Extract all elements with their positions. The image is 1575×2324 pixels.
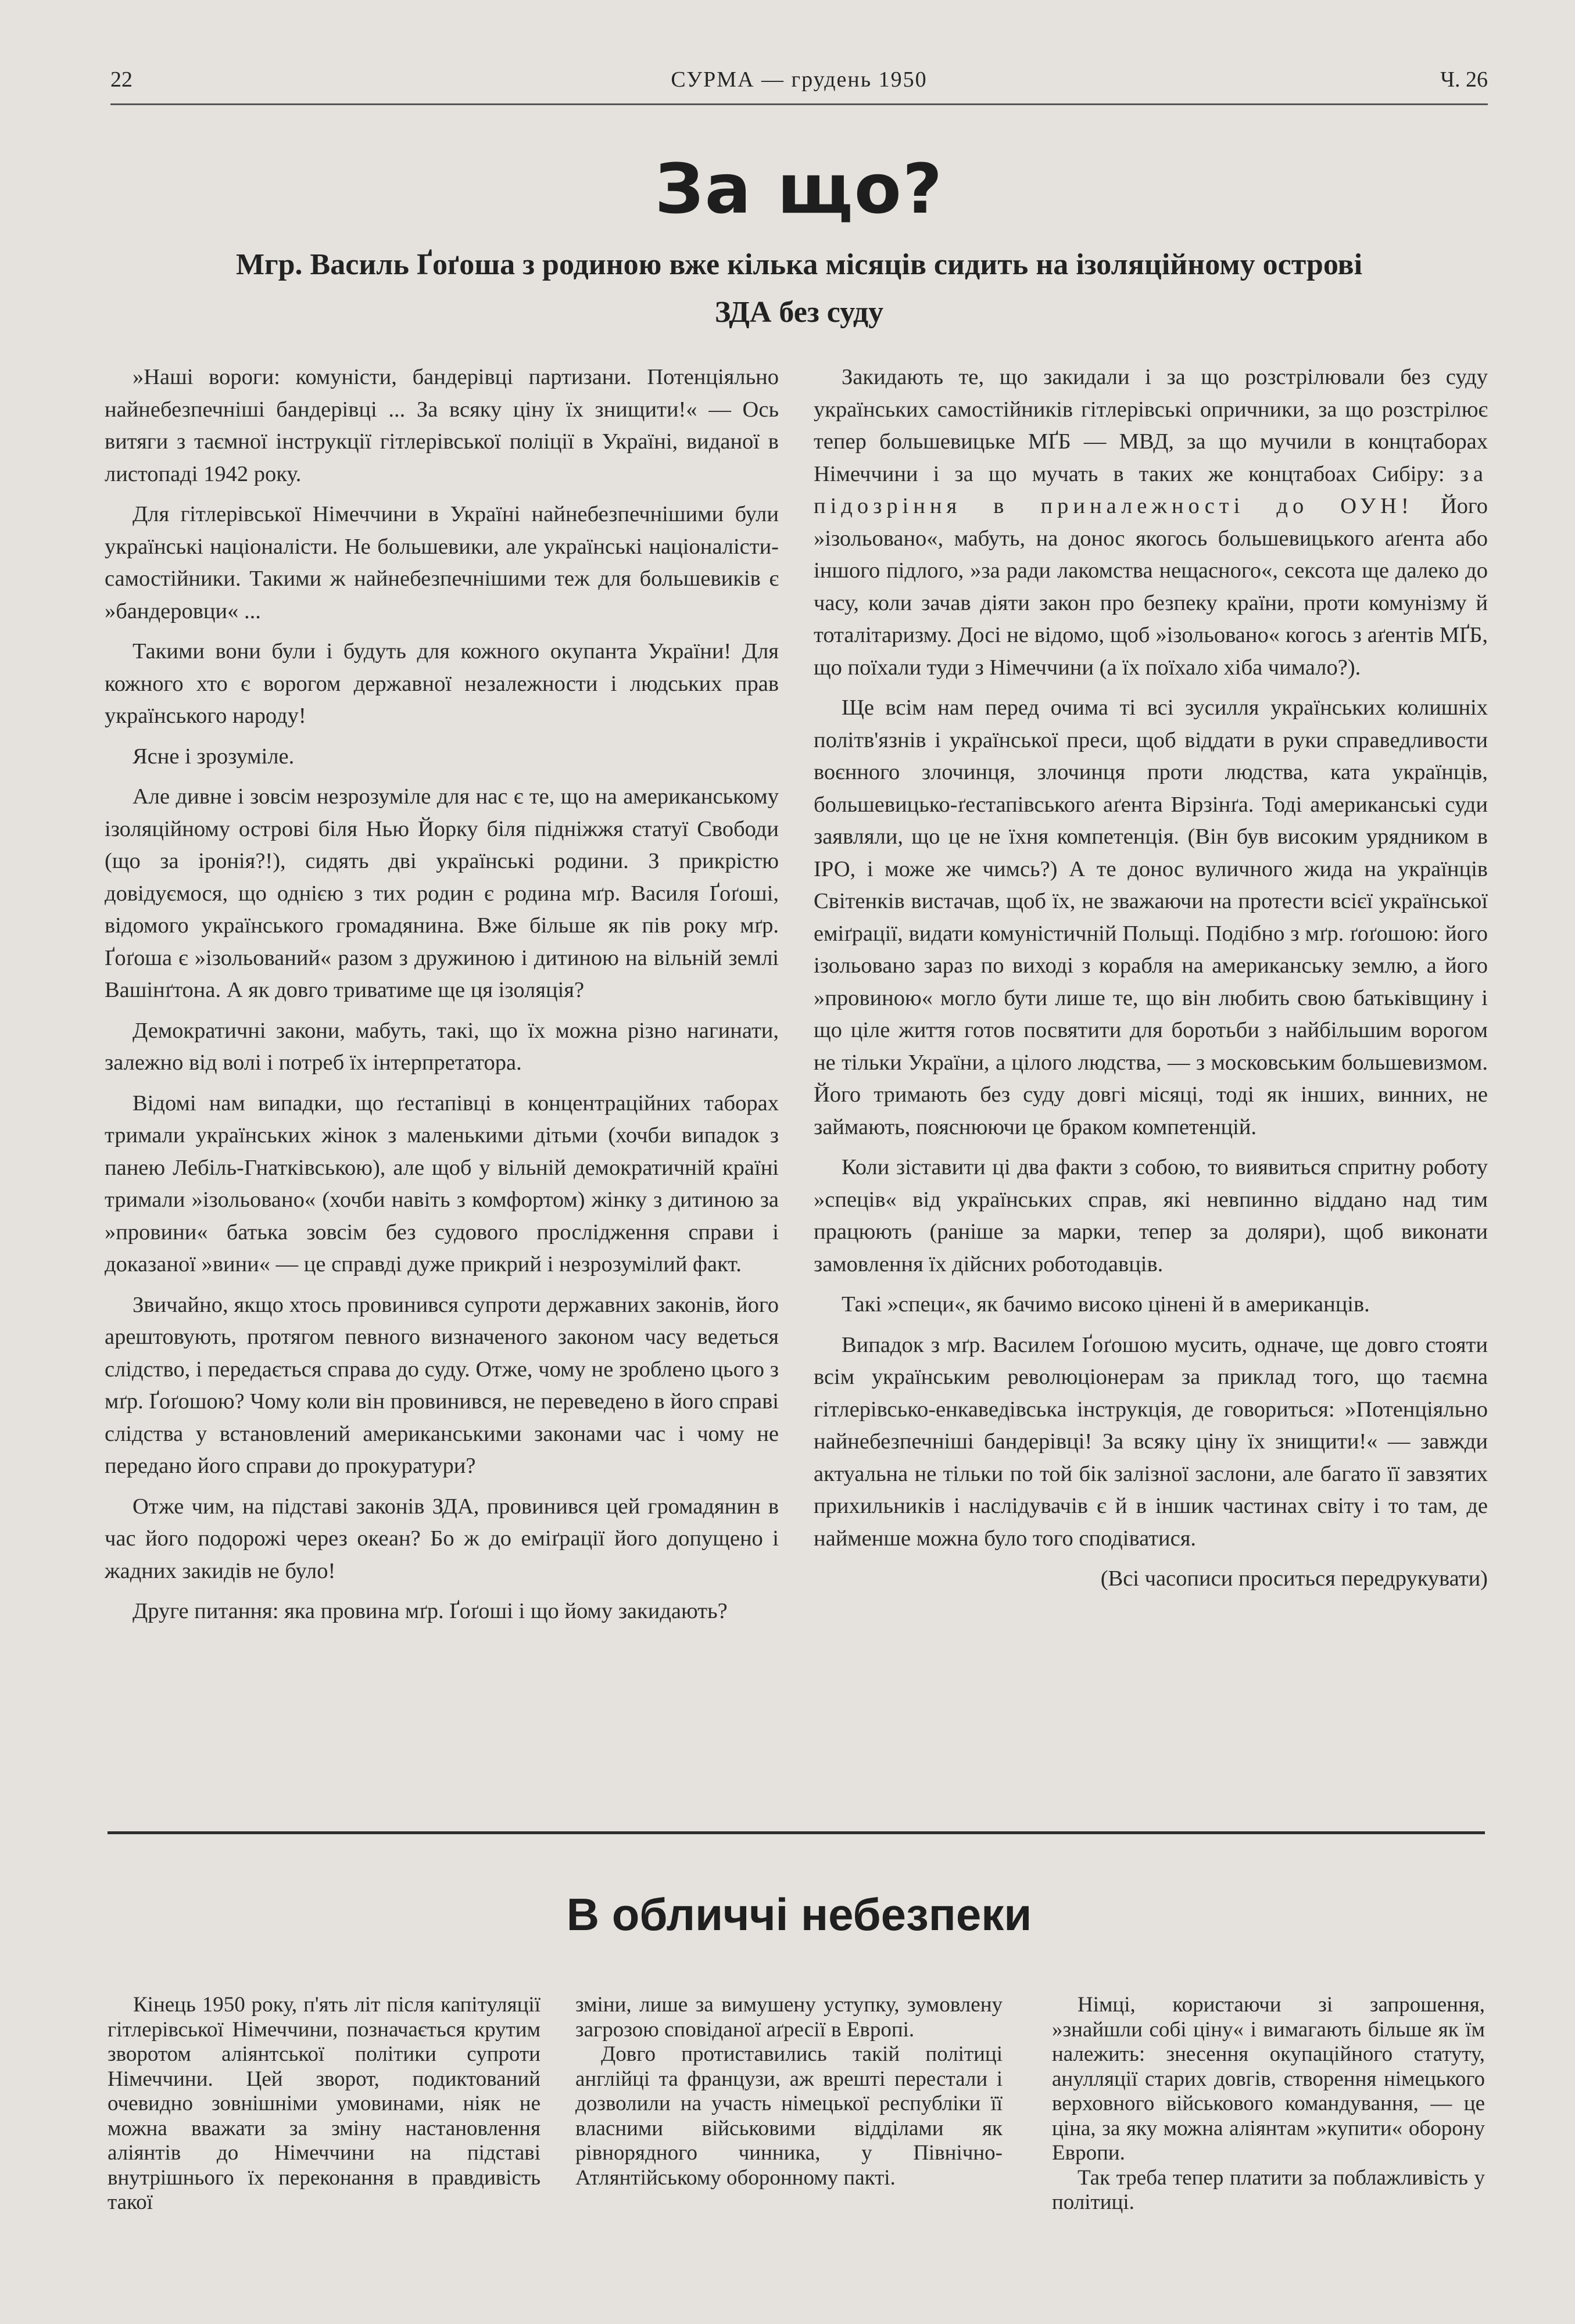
page-number: 22 <box>110 67 133 92</box>
article1-subtitle-line2: ЗДА без суду <box>714 296 884 329</box>
article1-paragraph: Відомі нам випадки, що ґестапівці в концентраційних таборах тримали українських жінок з маленькими дітьми (хочби випадок з панею Лебіль-Гнатківською), але щоб у вільній демократичній країні тримали »ізольовано« (хочби навіть з комфортом) жінку з дитиною за »провини« батька зовсім без судового прослідження справи і доказаної »вини« — це справді дуже прикрий і незрозумілий факт. <box>105 1091 779 1276</box>
article1-paragraph: Але дивне і зовсім незрозуміле для нас є те, що на американському ізоляційному острові біля Нью Йорку біля підніжжя статуї Свободи (що за іронія?!), сидять дві українські родини. З прикрістю довідуємося, що однією з тих родин є родина мґр. Василя Ґоґоші, відомого українського громадянина. Вже більше як пів року мґр. Ґоґоша є »ізольований« разом з дружиною і дитиною на вільній землі Вашінґтона. А як довго триватиме ще ця ізоляція? <box>105 784 779 1002</box>
section-divider <box>108 1831 1485 1834</box>
article1-left-column <box>105 361 779 1636</box>
article1-paragraph: Ще всім нам перед очима ті всі зусилля українських колишніх політв'язнів і української преси, щоб віддати в руки справедливости воєнного злочинця, злочинця проти людства, ката українців, большевицько-ґестапівського аґента Вірзінґа. Тоді американські суди заявляли, що це не їхня компетенція. (Він був високим урядником в ІРО, і може же чимсь?) А те донос вуличного жида на українців Світенків вистачав, щоб їх, не зважаючи на протести всієї української еміґрації, видати комуністичній Польщі. Подібно з мґр. ґоґошою: його ізольовано зараз по виході з корабля на американську землю, а його »провиною« могло бути лише те, що він любить свою батьківщину і що ціле життя готов посвятити для боротьби з найбільшим ворогом не тільки України, а цілого людства, — з московським большевизмом. Його тримають без суду довгі місяці, тоді як інших, винних, не займають, пояснюючи це браком компетенцій. <box>814 695 1488 1139</box>
article1-paragraph: Випадок з мґр. Василем Ґоґошою мусить, одначе, ще довго стояти всім українським революціонерам за приклад того, що таємна гітлерівсько-енкаведівська інструкція, де говориться: »Потенціяльно найнебезпечніші бандерівці! За всяку ціну їх знищити!« — завжди актуальна не тільки по той бік залізної заслони, але багато її завзятих прихильників і наслідувачів є й в іншик частинах світу і то там, де найменше можна було того сподіватися. <box>814 1332 1488 1551</box>
paragraph-text: Закидають те, що закидали і за що розстрілювали без суду українських самостійників гітлерівські опричники, за що розстрілює тепер большевицьке МҐБ — МВД, за що мучили в концтаборах Німеччини і за що мучать в таких же концтабоах Сибіру: <box>814 365 1488 486</box>
article1-title: За що? <box>654 149 944 229</box>
article1-right-column <box>814 361 1488 1604</box>
article1-paragraph: Такими вони були і будуть для кожного окупанта України! Для кожного хто є ворогом державної незалежности і людських прав українського народу! <box>105 639 779 728</box>
article2-title: В обличчі небезпеки <box>566 1889 1032 1940</box>
article1-paragraph: Друге питання: яка провина мґр. Ґоґоші і що йому закидають? <box>133 1599 728 1623</box>
article1-paragraph: Отже чим, на підставі законів ЗДА, провинився цей громадянин в час його подорожі через океан? Бо ж до еміґрації його допущено і жадних закидів не було! <box>105 1494 779 1583</box>
article1-paragraph: Такі »специ«, як бачимо високо цінені й в американців. <box>842 1292 1370 1317</box>
article1-subtitle-line1: Мгр. Василь Ґоґоша з родиною вже кілька місяців сидить на ізоляційному острові <box>235 248 1363 281</box>
article1-paragraph: »Наші вороги: комуністи, бандерівці партизани. Потенціяльно найнебезпечніші бандерівці ... За всяку ціну їх знищити!« — Ось витяги з таємної інструкції гітлерівської поліції в Україні, виданої в листопаді 1942 року. <box>105 365 779 486</box>
paragraph-text: Його »ізольовано«, мабуть, на донос якогось большевицького аґента або іншого підлого, »за ради лакомства нещасного«, сексота ще далеко до часу, коли зачав діяти закон про безпеку країни, проти комунізму й тоталітаризму. Досі не відомо, щоб »ізольовано« когось з аґентів МҐБ, що поїхали туди з Німеччини (а їх поїхало хіба чимало?). <box>814 494 1488 680</box>
article2-column-1 <box>108 1993 540 2215</box>
article2-paragraph: Довго протиставились такій політиці англійці та французи, аж врешті перестали і дозволили на участь німецької республіки її власними військовими відділами як рівнорядного чинника, у Північно-Атлянтійському оборонному пакті. <box>575 2042 1003 2190</box>
article1-paragraph: Демократичні закони, мабуть, такі, що їх можна різно нагинати, залежно від волі і потреб їх інтерпретатора. <box>105 1018 779 1075</box>
article1-paragraph: Коли зіставити ці два факти з собою, то виявиться спритну роботу »спеців« від українських справ, які невпинно віддано над тим працюють (раніше за марки, тепер за доляри), щоб виконати замовлення їх дійсних роботодавців. <box>814 1155 1488 1276</box>
article2-column-2 <box>575 1993 1003 2190</box>
article1-paragraph: Ясне і зрозуміле. <box>133 744 295 769</box>
article1-paragraph: Звичайно, якщо хтось провинився супроти державних законів, його арештовують, протягом певного визначеного законом часу ведеться слідство, і передається справа до суду. Отже, чому не зроблено цього з мґр. Ґоґошою? Чому коли він провинився, не переведено в його справі слідства у встановлений американськими законами час і чому не передано його справи до прокуратури? <box>105 1292 779 1478</box>
publication-title: СУРМА — грудень 1950 <box>671 67 928 92</box>
article2-column-3 <box>1052 1993 1485 2215</box>
header-rule <box>110 103 1488 105</box>
reprint-note: (Всі часописи проситься передрукувати) <box>1100 1566 1488 1591</box>
running-header <box>110 67 1488 102</box>
emphasized-text: за підозріння в приналежності до ОУН! <box>814 461 1488 518</box>
article2-paragraph: зміни, лише за вимушену уступку, зумовлену загрозою сповіданої аґресії в Европі. <box>575 1993 1003 2042</box>
issue-number: Ч. 26 <box>1440 67 1488 92</box>
article1-subtitle <box>110 241 1488 336</box>
article1-paragraph <box>814 361 1488 684</box>
article2-paragraph: Так треба тепер платити за поблажливість у політиці. <box>1052 2165 1485 2214</box>
article2-paragraph: Кінець 1950 року, п'ять літ після капітуляції гітлерівської Німеччини, позначається крутим зворотом аліянтської політики супроти Німеччини. Цей зворот, подиктований очевидно зовнішніми умовинами, ніяк не можна вважати за зміну настановлення аліянтів до Німеччини на підставі внутрішнього їх переконання в правдивість такої <box>108 1993 540 2214</box>
article2-paragraph: Німці, користаючи зі запрошення, »знайшли собі ціну« і вимагають більше як їм належить: знесення окупаційного статуту, анулляції старих довгів, створення німецького верховного військового командування, — це ціна, за яку можна аліянтам »купити« оборону Европи. <box>1052 1993 1485 2165</box>
article1-paragraph: Для гітлерівської Німеччини в Україні найнебезпечнішими були українські націоналісти. Не большевики, але українські націоналісти-самостійники. Такими ж найнебезпечнішими теж для большевиків є »бандеровци« ... <box>105 502 779 623</box>
